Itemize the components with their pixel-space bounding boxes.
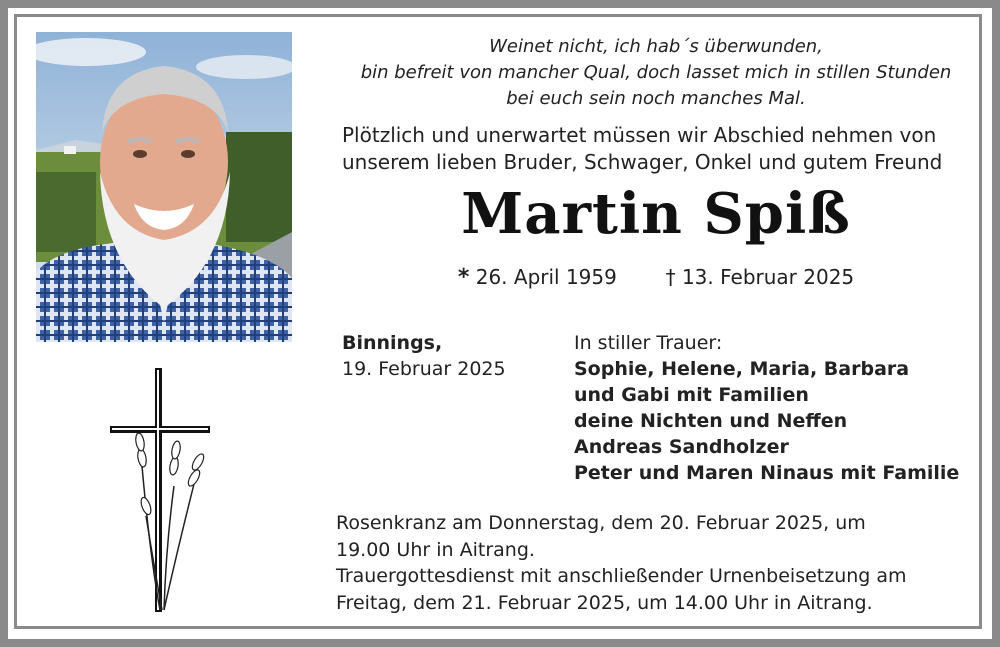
intro-line: Plötzlich und unerwartet müssen wir Abschied nehmen von bbox=[342, 123, 937, 147]
birth-date: 26. April 1959 bbox=[475, 265, 617, 289]
intro-text bbox=[342, 122, 982, 176]
info-line: Freitag, dem 21. Februar 2025, um 14.00 Uhr in Aitrang. bbox=[336, 591, 873, 614]
poem-line: bin befreit von mancher Qual, doch lasset mich in stillen Stunden bbox=[360, 62, 952, 83]
mourners bbox=[574, 330, 984, 486]
deceased-name: Martin Spiß bbox=[461, 181, 851, 247]
poem-line: bei euch sein noch manches Mal. bbox=[506, 88, 806, 109]
death-symbol: † bbox=[665, 265, 676, 289]
birth-symbol: * bbox=[457, 265, 470, 290]
intro-line: unserem lieben Bruder, Schwager, Onkel und gutem Freund bbox=[342, 150, 943, 174]
poem-line: Weinet nicht, ich hab´s überwunden, bbox=[489, 36, 823, 57]
portrait-photo bbox=[36, 32, 292, 342]
mourner-line: Peter und Maren Ninaus mit Familie bbox=[574, 462, 960, 484]
mourners-heading: In stiller Trauer: bbox=[574, 332, 723, 354]
mourner-line: Andreas Sandholzer bbox=[574, 436, 789, 458]
mourner-line: und Gabi mit Familien bbox=[574, 384, 809, 406]
life-dates bbox=[336, 262, 976, 293]
service-info bbox=[336, 510, 976, 616]
place-date bbox=[342, 330, 562, 382]
place: Binnings, bbox=[342, 332, 443, 354]
mourner-line: deine Nichten und Neffen bbox=[574, 410, 848, 432]
notice-date: 19. Februar 2025 bbox=[342, 358, 506, 380]
cross-icon bbox=[106, 366, 214, 616]
info-line: Rosenkranz am Donnerstag, dem 20. Februar 2025, um bbox=[336, 512, 866, 534]
info-line: Trauergottesdienst mit anschließender Urnenbeisetzung am bbox=[336, 565, 907, 587]
poem bbox=[336, 34, 976, 112]
info-line: 19.00 Uhr in Aitrang. bbox=[336, 538, 535, 561]
mourner-line: Sophie, Helene, Maria, Barbara bbox=[574, 358, 910, 380]
death-date: 13. Februar 2025 bbox=[681, 265, 855, 289]
